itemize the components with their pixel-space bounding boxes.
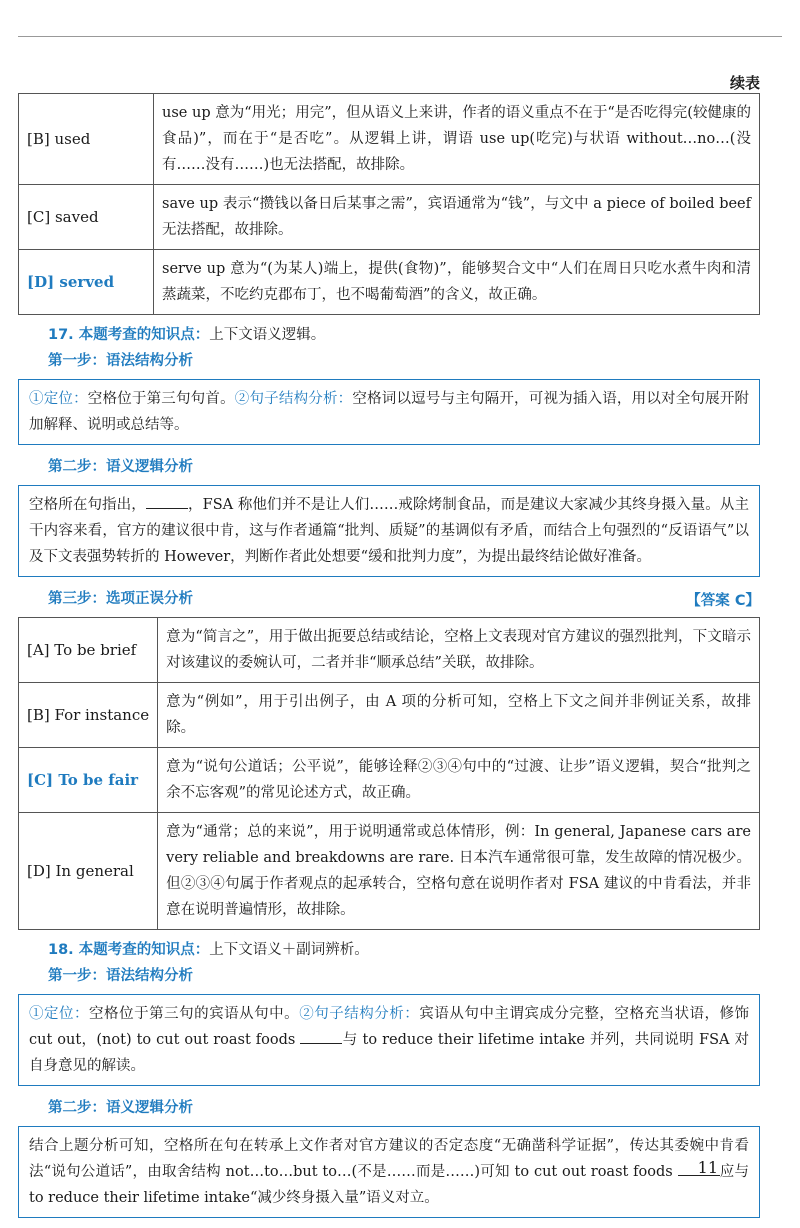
option-label: [D] In general	[19, 813, 158, 930]
q18-step2-heading: 第二步：语义逻辑分析	[48, 1100, 193, 1116]
q17-locate-key: ①定位：	[29, 391, 88, 407]
option-explanation: 意为“通常；总的来说”，用于说明通常或总体情形，例：In general, Japanese cars are very reliable and breakdowns are rare. 日本汽车通常很可靠，发生故障的情况极少。但②③④句属于作者观点的起承转合，空格句意在说明作者对 FSA 建议的中肯看法，并非意在说明普遍情形，故排除。	[158, 813, 760, 930]
q17-step1-heading: 第一步：语法结构分析	[48, 353, 193, 369]
q17-structure-text: 空格词以逗号与主句隔开，可视为插入语，用以对全句展开附加解释、说明或总结等。	[29, 391, 750, 433]
q17-step2-box	[18, 485, 760, 577]
q18-structure-key: ②句子结构分析：	[299, 1006, 420, 1022]
q17-step3-row	[48, 587, 760, 611]
q17-options-table	[18, 617, 760, 930]
q17-topic: 上下文语义逻辑。	[209, 327, 326, 343]
option-label: [D] served	[19, 250, 154, 315]
option-explanation: 意为“说句公道话；公平说”，能够诠释②③④句中的“过渡、让步”语义逻辑，契合“批判之余不忘客观”的常见论述方式，故正确。	[158, 748, 760, 813]
option-label: [A] To be brief	[19, 618, 158, 683]
option-row	[19, 683, 760, 748]
q18-locate-text: 空格位于第三句的宾语从句中。	[89, 1006, 300, 1022]
q17-locate-text: 空格位于第三句句首。	[87, 391, 235, 407]
option-label: [C] saved	[19, 185, 154, 250]
q17-step2-heading: 第二步：语义逻辑分析	[48, 459, 193, 475]
option-explanation: 意为“例如”，用于引出例子，由 A 项的分析可知，空格上下文之间并非例证关系，故排除。	[158, 683, 760, 748]
q18-title	[48, 938, 760, 962]
q18-step1-heading: 第一步：语法结构分析	[48, 968, 193, 984]
q17-logic-text-a: 空格所在句指出，	[29, 497, 146, 513]
page-content	[18, 93, 760, 1228]
continued-label: 续表	[729, 74, 760, 92]
blank-line	[300, 1029, 342, 1044]
q18-structure-text-a: 宾语从句中主谓宾成分完整，空格充当状语，修饰 cut out，(not) to cut out roast foods	[29, 1006, 750, 1048]
q18-locate-key: ①定位：	[29, 1006, 90, 1022]
option-row	[19, 618, 760, 683]
q17-answer: 【答案 C】	[686, 592, 760, 609]
q18-step1-box	[18, 994, 760, 1086]
blank-line	[146, 494, 188, 509]
q17-step1-box	[18, 379, 760, 445]
option-explanation: save up 表示“攒钱以备日后某事之需”，宾语通常为“钱”，与文中 a piece of boiled beef 无法搭配，故排除。	[154, 185, 760, 250]
option-explanation: serve up 意为“(为某人)端上，提供(食物)”，能够契合文中“人们在周日只吃水煮牛肉和清蒸蔬菜，不吃约克郡布丁，也不喝葡萄酒”的含义，故正确。	[154, 250, 760, 315]
q18-structure-text-b: 与 to reduce their lifetime intake 并列，共同说明 FSA 对自身意见的解读。	[29, 1032, 749, 1074]
q18-topic: 上下文语义＋副词辨析。	[209, 942, 369, 958]
q18-step2-box	[18, 1126, 760, 1218]
option-label: [B] used	[19, 94, 154, 185]
option-explanation: 意为“简言之”，用于做出扼要总结或结论，空格上文表现对官方建议的强烈批判，下文暗示对该建议的委婉认可，二者并非“顺承总结”关联，故排除。	[158, 618, 760, 683]
option-explanation: use up 意为“用光；用完”，但从语义上来讲，作者的语义重点不在于“是否吃得完(较健康的食品)”，而在于“是否吃”。从逻辑上讲，谓语 use up(吃完)与状语 without…no…(没有……没有……)也无法搭配，故排除。	[154, 94, 760, 185]
q18-logic-text-b: 应与 to reduce their lifetime intake“减少终身摄入量”语义对立。	[29, 1164, 749, 1206]
q17-logic-text-b: ，FSA 称他们并不是让人们……戒除烤制食品，而是建议大家减少其终身摄入量。从主干内容来看，官方的建议很中肯，这与作者通篇“批判、质疑”的基调似有矛盾，而结合上句强烈的“反语语气”以及下文表强势转折的 However，判断作者此处想要“缓和批判力度”，为提出最终结论做好准备。	[29, 497, 750, 565]
q17-number: 17. 本题考查的知识点：	[48, 327, 210, 343]
option-row	[19, 813, 760, 930]
q17-title	[48, 323, 760, 347]
option-label: [C] To be fair	[19, 748, 158, 813]
header-rule	[18, 36, 782, 37]
q18-logic-text-a: 结合上题分析可知，空格所在句在转承上文作者对官方建议的否定态度“无确凿科学证据”，传达其委婉中肯看法“说句公道话”，由取舍结构 not…to…but to…(不是……而是……)可知 to cut out roast foods	[29, 1138, 749, 1180]
option-row	[19, 185, 760, 250]
option-row	[19, 94, 760, 185]
option-row	[19, 250, 760, 315]
option-label: [B] For instance	[19, 683, 158, 748]
q17-step3-heading: 第三步：选项正误分析	[48, 591, 193, 607]
page-number: 11	[697, 1158, 718, 1177]
option-row	[19, 748, 760, 813]
q17-structure-key: ②句子结构分析：	[234, 391, 353, 407]
q18-number: 18. 本题考查的知识点：	[48, 942, 210, 958]
options-table-continued	[18, 93, 760, 315]
